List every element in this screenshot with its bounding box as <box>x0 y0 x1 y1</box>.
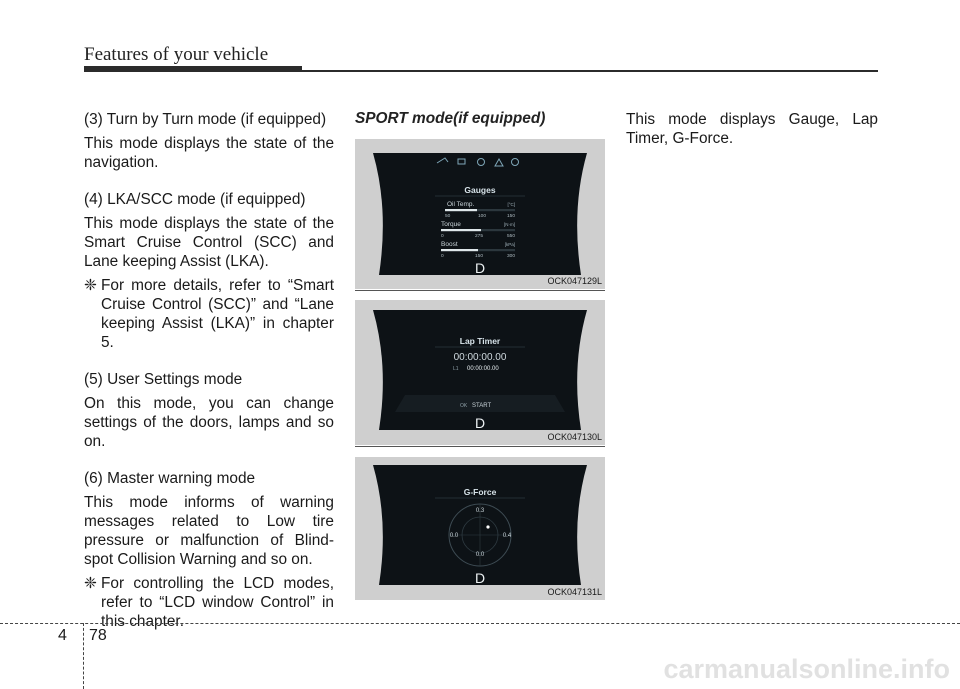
lka-scc-description: This mode displays the state of the Smart Cruise Control (SCC) and Lane keeping Assist (LKA). <box>84 215 334 270</box>
g-force-dot <box>486 525 489 528</box>
gauge-bar-torque <box>441 229 481 231</box>
gauge-tick: 550 <box>506 234 515 239</box>
note-mark-icon: ❈ <box>84 575 97 592</box>
start-label: START <box>472 403 492 409</box>
ok-label: OK <box>460 403 468 409</box>
g-force-screen-title: G-Force <box>463 487 497 497</box>
footer-rule <box>0 623 960 624</box>
gauge-unit-oil: [°C] <box>507 202 515 207</box>
g-force-left-value: 0.0 <box>449 533 459 539</box>
user-settings-description: On this mode, you can change settings of the doors, lamps and so on. <box>84 395 334 450</box>
image-code: OCK047130L <box>547 432 602 442</box>
g-force-screen <box>355 457 605 600</box>
gauge-tick: 0 <box>441 254 444 259</box>
gear-indicator: D <box>474 260 486 276</box>
chapter-number: 4 <box>58 627 67 644</box>
sport-mode-title: SPORT mode(if equipped) <box>355 110 546 127</box>
lap-timer-screen <box>355 300 605 445</box>
gauge-unit-boost: [kPa] <box>504 242 515 247</box>
image-divider <box>355 290 605 291</box>
gauge-tick: 150 <box>506 214 515 219</box>
gauge-tick: 50 <box>445 214 451 219</box>
gauge-tick: 275 <box>475 234 484 239</box>
gauge-bar-boost <box>441 249 478 251</box>
gauge-tick: 0 <box>441 234 444 239</box>
section-heading-master-warning: (6) Master warning mode <box>84 470 256 487</box>
cluster-image-g-force <box>355 457 605 600</box>
gear-indicator: D <box>474 415 486 431</box>
lap-label: L1 <box>453 366 459 372</box>
cluster-image-lap-timer <box>355 300 605 445</box>
image-code: OCK047129L <box>547 276 602 286</box>
gauge-tick: 100 <box>478 214 487 219</box>
note-mark-icon: ❈ <box>84 277 97 294</box>
section-heading-user-settings: (5) User Settings mode <box>84 371 243 388</box>
gauge-label-oil: Oil Temp. <box>447 201 475 208</box>
page-number: 78 <box>89 627 107 644</box>
turn-by-turn-description: This mode displays the state of the navigation. <box>84 135 334 171</box>
gauge-label-boost: Boost <box>441 241 458 248</box>
left-column <box>84 110 334 631</box>
right-column-text: This mode displays Gauge, Lap Timer, G-Force. <box>626 111 878 147</box>
g-force-bottom-value: 0.0 <box>475 552 485 558</box>
header-rule-thick <box>84 66 302 72</box>
gauge-tick: 300 <box>506 254 515 259</box>
gauge-unit-torque: [N·m] <box>504 222 515 227</box>
image-code: OCK047131L <box>547 587 602 597</box>
g-force-right-value: 0.4 <box>502 533 512 539</box>
gauges-screen-title: Gauges <box>464 185 496 195</box>
section-heading-lka-scc: (4) LKA/SCC mode (if equipped) <box>84 191 306 208</box>
gauges-screen <box>355 139 605 289</box>
note-scc-lka <box>84 276 334 352</box>
gauge-bar-oil <box>445 209 477 211</box>
section-heading-turn-by-turn: (3) Turn by Turn mode (if equipped) <box>84 111 327 128</box>
master-warning-description: This mode informs of warning messages related to Low tire pressure or malfunction of Blind-spot Collision Warning and so on. <box>84 494 334 568</box>
watermark: carmanualsonline.info <box>663 654 950 684</box>
lap-timer-main-time: 00:00:00.00 <box>453 352 507 363</box>
gauge-label-torque: Torque <box>441 221 461 228</box>
g-force-top-value: 0.3 <box>475 508 485 514</box>
header-rule-thin <box>302 70 878 72</box>
page-header-title: Features of your vehicle <box>84 44 269 65</box>
gear-indicator: D <box>474 570 486 586</box>
image-divider <box>355 446 605 447</box>
note-text: For controlling the LCD modes, refer to “LCD window Control” in this chapter. <box>101 575 334 630</box>
lap-timer-screen-title: Lap Timer <box>459 336 501 346</box>
note-text: For more details, refer to “Smart Cruise Control (SCC)” and “Lane keeping Assist (LKA)” in chapter 5. <box>101 277 334 351</box>
footer-vertical-rule <box>83 623 84 689</box>
lap-time: 00:00:00.00 <box>467 366 499 372</box>
cluster-image-gauges <box>355 139 605 289</box>
gauge-tick: 150 <box>475 254 484 259</box>
